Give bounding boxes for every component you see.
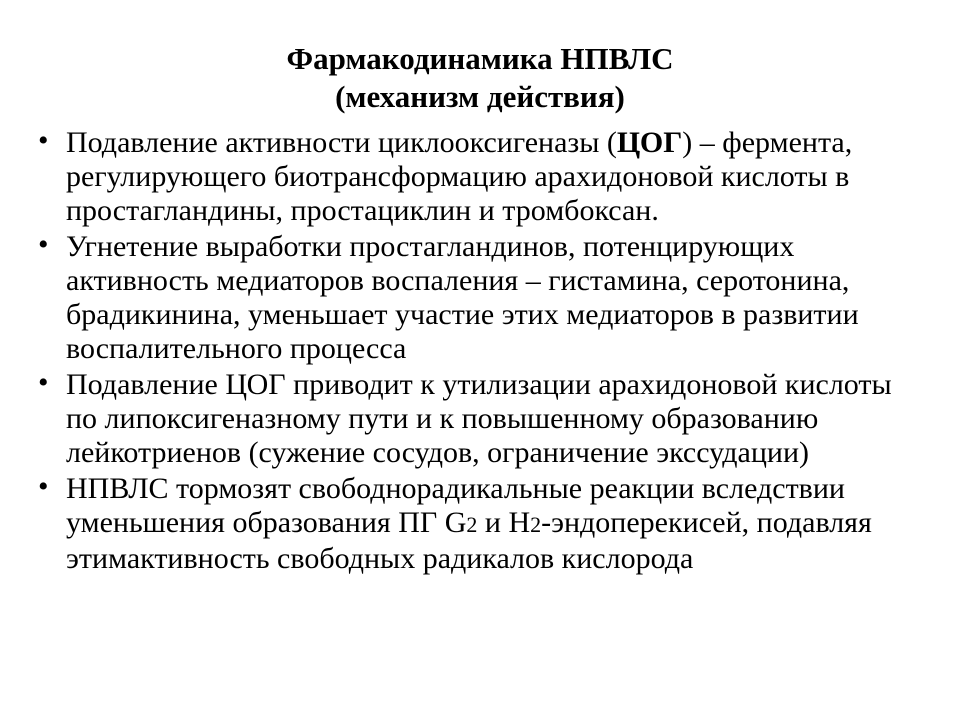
bullet-item-2	[38, 230, 928, 366]
bullet-1-text-pre: Подавление активности циклооксигеназы (	[66, 126, 617, 159]
bullet-dot-icon: •	[38, 228, 49, 261]
bullet-item-1	[38, 126, 928, 228]
bullet-item-3	[38, 368, 928, 470]
title-line-1: Фармакодинамика НПВЛС	[286, 41, 674, 76]
bullet-4-text-mid: и H	[477, 506, 531, 539]
bullet-1-text-bold: ЦОГ	[616, 126, 683, 159]
bullet-4-sub-1: 2	[466, 512, 478, 537]
bullet-dot-icon: •	[38, 124, 49, 157]
bullet-item-4	[38, 472, 928, 576]
slide-title	[0, 40, 960, 116]
bullet-4-text-post: -эндоперекисей, подавляя этимактивность свободных радикалов кислорода	[66, 506, 872, 575]
bullet-list	[38, 126, 928, 578]
bullet-dot-icon: •	[38, 470, 49, 503]
bullet-3-text: Подавление ЦОГ приводит к утилизации арахидоновой кислоты по липоксигеназному пути и к повышенному образованию лейкотриенов (сужение сосудов, ограничение экссудации)	[66, 368, 892, 469]
bullet-4-sub-2: 2	[530, 512, 542, 537]
bullet-1-text-post: ) – фермента, регулирующего биотрансформацию арахидоновой кислоты в простагландины, простациклин и тромбоксан.	[66, 126, 853, 227]
title-line-2: (механизм действия)	[335, 79, 625, 114]
bullet-4-text-pre: НПВЛС тормозят свободнорадикальные реакции вследствии уменьшения образования ПГ G	[66, 472, 845, 539]
bullet-dot-icon: •	[38, 366, 49, 399]
bullet-2-text: Угнетение выработки простагландинов, потенцирующих активность медиаторов воспаления – гистамина, серотонина, брадикинина, уменьшает участие этих медиаторов в развитии воспалительного процесса	[66, 230, 859, 365]
